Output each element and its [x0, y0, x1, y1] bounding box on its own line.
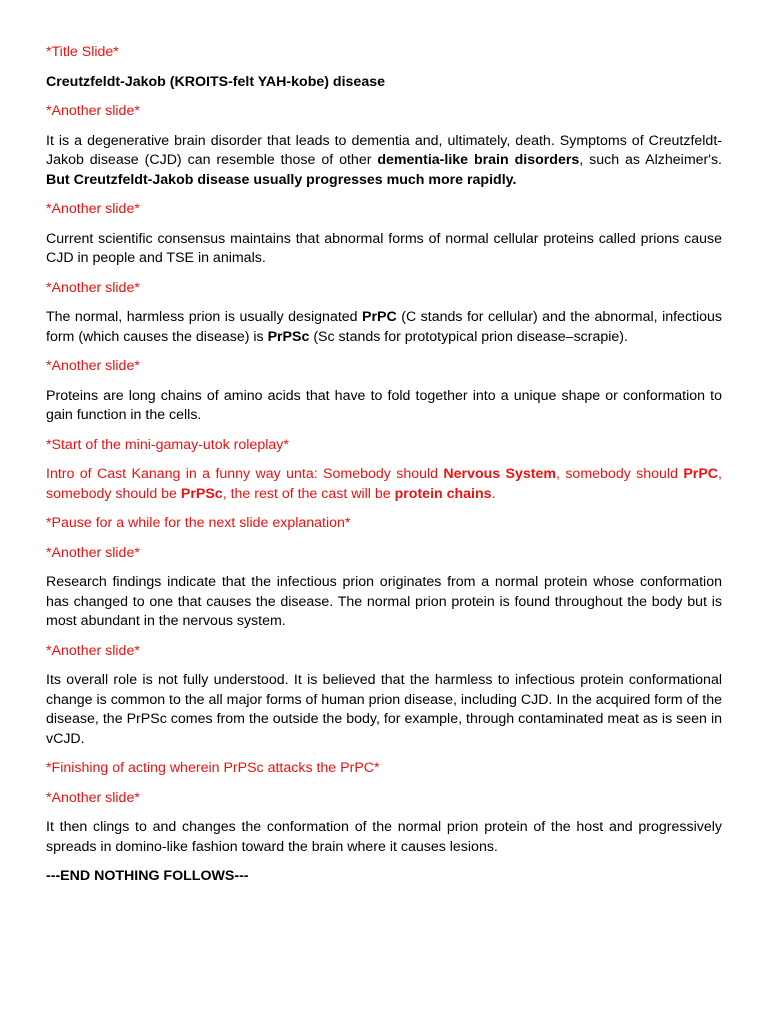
- document-page: [46, 43, 722, 897]
- stage-direction-another-slide: *Another slide*: [46, 358, 140, 374]
- paragraph-cjd-definition: It is a degenerative brain disorder that leads to dementia and, ultimately, death. Symptoms of Creutzfeldt-Jakob disease (CJD) can resemble those of other dementia-like brain disorders, such as Alzheimer's. But Creutzfeldt-Jakob disease usually progresses much more rapidly.: [46, 132, 722, 188]
- stage-direction-another-slide: *Another slide*: [46, 201, 140, 217]
- bold-term: PrPC: [362, 309, 397, 325]
- paragraph-research-findings: Research findings indicate that the infectious prion originates from a normal protein whose conformation has changed to one that causes the disease. The normal prion protein is found throughout the body but is most abundant in the nervous system.: [46, 574, 722, 629]
- stage-direction-another-slide: *Another slide*: [46, 279, 140, 296]
- document-title: Creutzfeldt-Jakob (KROITS-felt YAH-kobe) disease: [46, 73, 385, 90]
- paragraph-prpc-prpsc: The normal, harmless prion is usually designated PrPC (C stands for cellular) and the abnormal, infectious form (which causes the disease) is PrPSc (Sc stands for prototypical prion disease–scrapie).: [46, 309, 723, 345]
- stage-direction-another-slide: *Another slide*: [46, 789, 140, 806]
- bold-role: PrPSc: [180, 485, 223, 502]
- stage-direction-pause: *Pause for a while for the next slide explanation*: [46, 515, 351, 531]
- paragraph-clings: It then clings to and changes the conformation of the normal prion protein of the host and progressively spreads in domino-like fashion toward the brain where it causes lesions.: [46, 819, 722, 855]
- bold-phrase: dementia-like brain disorders: [377, 152, 580, 168]
- stage-direction-another-slide: *Another slide*: [46, 544, 140, 561]
- stage-direction-cast-intro: Intro of Cast Kanang in a funny way unta: Somebody should Nervous System, somebody should PrPC, somebody should be PrPSc, the rest of the cast will be protein chains.: [46, 466, 722, 502]
- paragraph-proteins: Proteins are long chains of amino acids that have to fold together into a unique shape or conformation to gain function in the cells.: [46, 387, 722, 423]
- stage-direction-another-slide: *Another slide*: [46, 642, 140, 659]
- paragraph-prions-consensus: Current scientific consensus maintains that abnormal forms of normal cellular proteins called prions cause CJD in people and TSE in animals.: [46, 230, 722, 266]
- end-marker: ---END NOTHING FOLLOWS---: [46, 868, 249, 884]
- stage-direction-title-slide: *Title Slide*: [46, 44, 119, 60]
- paragraph-overall-role: Its overall role is not fully understood. It is believed that the harmless to infectious protein conformational change is common to the all major forms of human prion disease, including CJD. In the acquired form of the disease, the PrPSc comes from the outside the body, for example, through contaminated meat as is seen in vCJD.: [46, 672, 722, 747]
- stage-direction-roleplay-start: *Start of the mini-gamay-utok roleplay*: [46, 436, 289, 453]
- bold-role: PrPC: [683, 466, 719, 482]
- bold-phrase: But Creutzfeldt-Jakob disease usually progresses much more rapidly.: [46, 171, 517, 188]
- stage-direction-acting-finish: *Finishing of acting wherein PrPSc attacks the PrPC*: [46, 760, 380, 776]
- bold-role: protein chains: [394, 485, 492, 502]
- stage-direction-another-slide: *Another slide*: [46, 103, 140, 119]
- bold-term: PrPSc: [267, 328, 310, 345]
- bold-role: Nervous System: [443, 466, 557, 482]
